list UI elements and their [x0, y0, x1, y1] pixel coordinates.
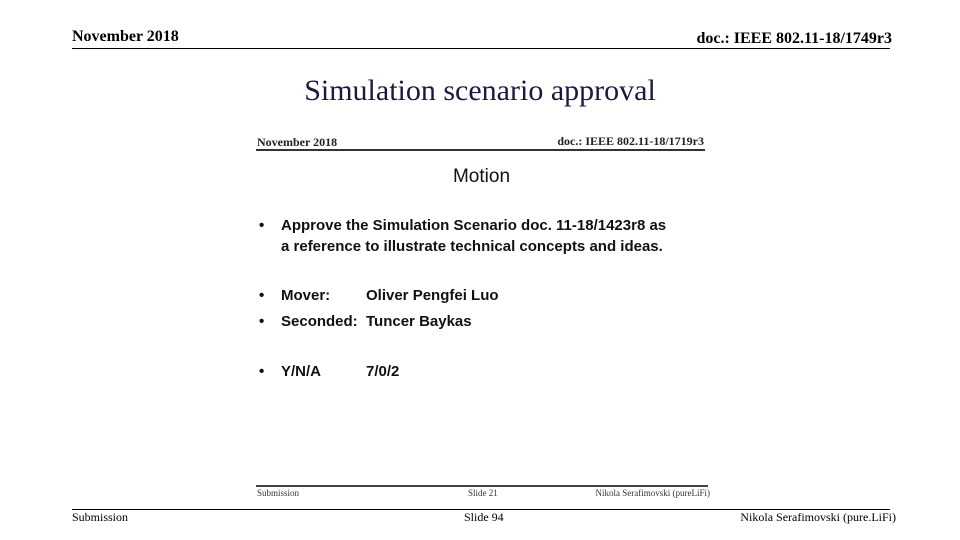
- embedded-header-doc-id: doc.: IEEE 802.11-18/1719r3: [557, 134, 704, 148]
- seconded-value: Tuncer Baykas: [366, 313, 472, 330]
- seconded-bullet: [253, 311, 710, 333]
- seconded-label: Seconded:: [281, 313, 358, 330]
- embedded-footer-slide-number: Slide 21: [468, 488, 498, 498]
- embedded-heading: Motion: [452, 166, 511, 187]
- header-rule: [72, 48, 890, 49]
- embedded-footer-submission: Submission: [257, 488, 300, 498]
- motion-line-2: a reference to illustrate technical concepts and ideas.: [281, 238, 663, 255]
- embedded-slide-image: [253, 128, 710, 502]
- footer-author: Nikola Serafimovski (pure.LiFi): [740, 510, 896, 524]
- mover-value: Oliver Pengfei Luo: [366, 287, 499, 304]
- mover-label: Mover:: [281, 287, 331, 304]
- bullet-dot: •: [259, 287, 265, 304]
- footer-submission: Submission: [72, 510, 129, 524]
- embedded-footer-author: Nikola Serafimovski (pureLiFi): [595, 488, 710, 498]
- footer-slide-number: Slide 94: [464, 510, 504, 524]
- embedded-footer-rule: [256, 485, 708, 487]
- vote-bullet: [253, 361, 710, 383]
- vote-value: 7/0/2: [366, 363, 400, 380]
- vote-label: Y/N/A: [281, 363, 322, 380]
- embedded-header-rule: [256, 149, 705, 151]
- slide-title: Simulation scenario approval: [304, 74, 656, 107]
- motion-line-1: Approve the Simulation Scenario doc. 11-18/1423r8 as: [281, 217, 667, 234]
- bullet-dot: •: [259, 363, 265, 380]
- embedded-header-date: November 2018: [257, 135, 338, 149]
- bullet-dot: •: [259, 217, 265, 234]
- header-doc-id: doc.: IEEE 802.11-18/1749r3: [696, 30, 892, 47]
- bullet-dot: •: [259, 313, 265, 330]
- motion-bullet: [253, 215, 710, 259]
- header-date: November 2018: [72, 28, 179, 45]
- mover-bullet: [253, 285, 710, 307]
